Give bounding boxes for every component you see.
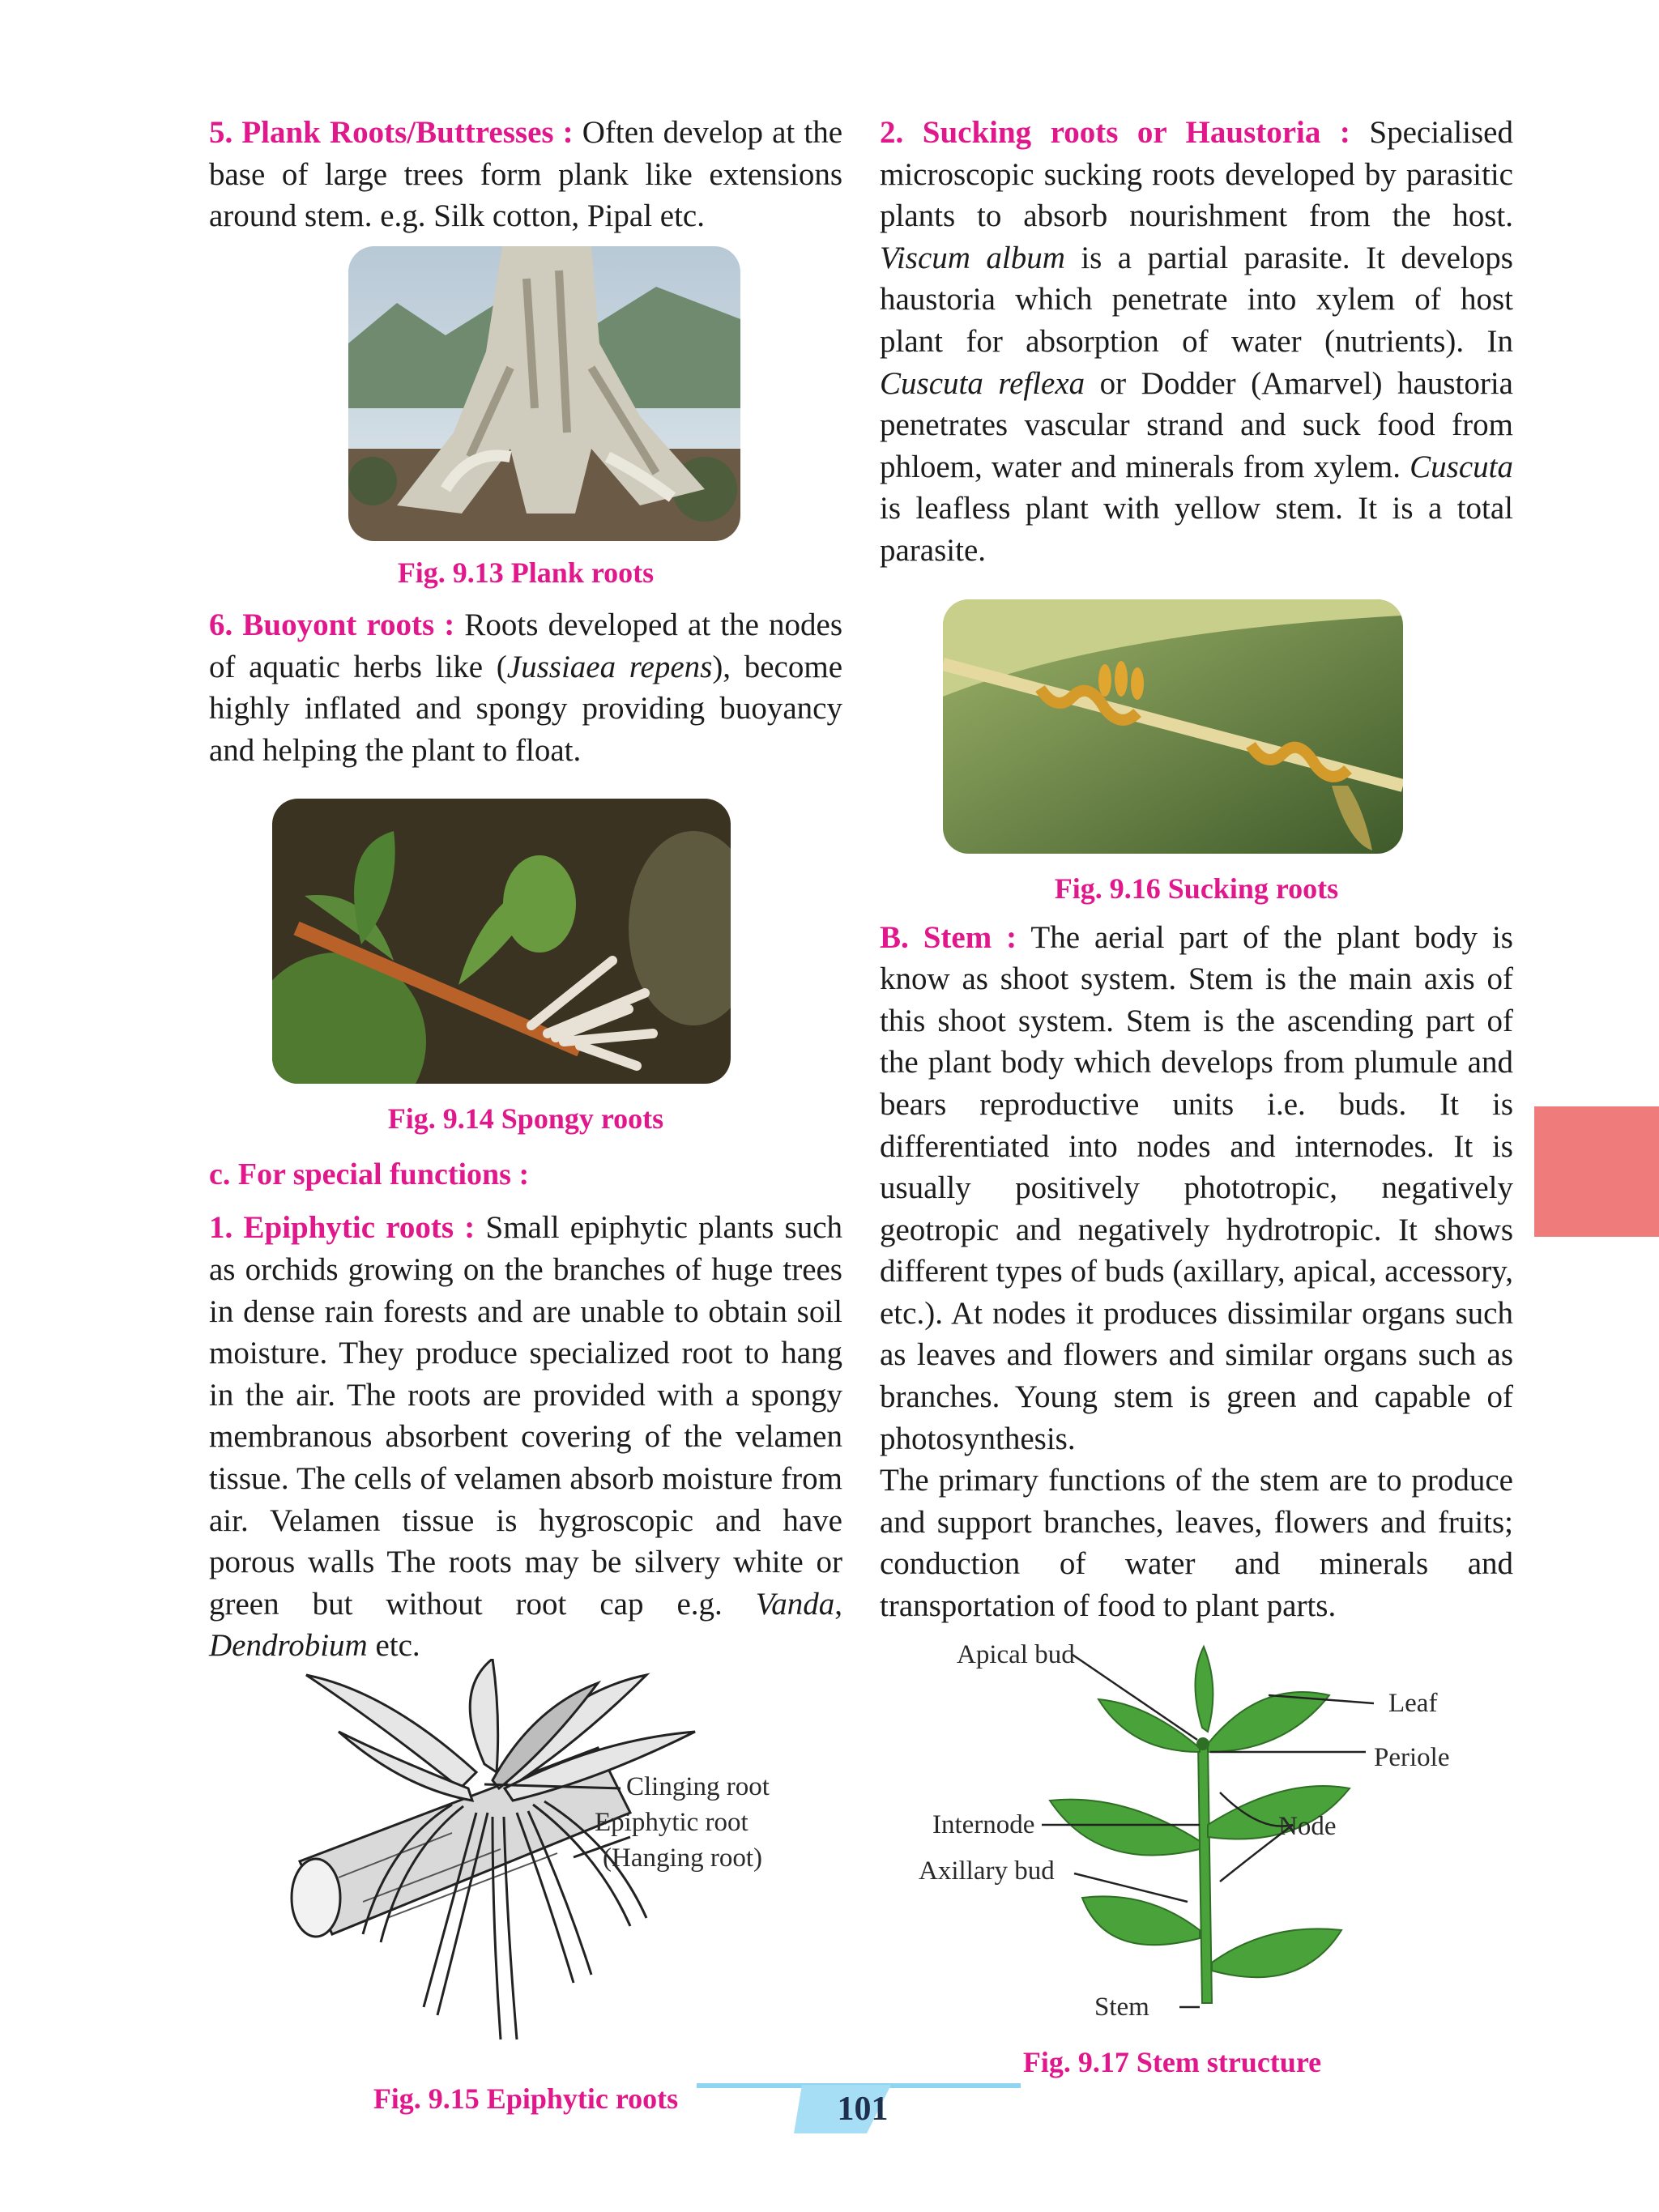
buoyant-roots-heading: 6. Buoyont roots : <box>209 607 455 642</box>
label-apical-bud: Apical bud <box>957 1640 1075 1669</box>
plank-roots-photo <box>348 246 740 541</box>
epiphytic-text-1: Small epiphytic plants such as orchids growing on the branches of huge trees in dense rain forests and are unable to obtain soil moisture. They produce specialized root to hang in the air. The roots are provided with a spongy membranous absorbent covering of the velamen tissue. The cells of velamen absorb moisture from air. Velamen tissue is hygroscopic and have porous walls The roots may be silvery white or green but without root cap e.g. <box>209 1210 843 1622</box>
stem-paragraph <box>880 917 1513 1460</box>
buoyant-text-2: ), become highly inflated and spongy providing buoyancy and helping the plant to float. <box>209 649 843 768</box>
label-stem: Stem <box>1094 1993 1149 2022</box>
plank-roots-heading: 5. Plank Roots/Buttresses : <box>209 115 574 150</box>
epiphytic-roots-heading: 1. Epiphytic roots : <box>209 1210 476 1246</box>
plank-roots-paragraph <box>209 112 842 233</box>
stem-structure-diagram <box>880 1630 1513 2116</box>
page-number: 101 <box>837 2091 889 2128</box>
genus-cuscuta: Cuscuta <box>1410 449 1513 484</box>
sucking-roots-photo <box>943 599 1403 854</box>
stem-heading: B. Stem : <box>880 919 1017 955</box>
buoyant-roots-paragraph <box>209 604 842 771</box>
species-jussiaea: Jussiaea repens <box>506 649 713 684</box>
label-epiphytic-root: Epiphytic root <box>595 1808 748 1837</box>
label-leaf: Leaf <box>1388 1689 1438 1718</box>
sucking-roots-paragraph <box>880 112 1513 572</box>
spongy-roots-photo <box>272 799 731 1084</box>
fig-9-16-caption: Fig. 9.16 Sucking roots <box>1054 872 1339 905</box>
stem-text: The aerial part of the plant body is know as shoot system. Stem is the main axis of this shoot system. Stem is the ascending part of the plant body which develops from plumule and bears reproductive units i.e. buds. It is differentiated into nodes and internodes. It is usually positively phototropic, negatively geotropic and negatively hydrotropic. It shows different types of buds (axillary, apical, accessory, etc.). At nodes it produces dissimilar organs such as leaves and flowers and similar organs such as branches. Young stem is green and capable of photosynthesis. <box>880 919 1513 1456</box>
label-internode: Internode <box>932 1810 1035 1839</box>
label-node: Node <box>1278 1812 1337 1841</box>
sucking-text-2: is a partial parasite. It develops haustoria which penetrate into xylem of host plant for absorption of water (nutrients). In <box>880 240 1513 359</box>
special-functions-heading: c. For special functions : <box>209 1157 530 1192</box>
sucking-roots-heading: 2. Sucking roots or Haustoria : <box>880 115 1350 150</box>
species-viscum: Viscum album <box>880 240 1065 275</box>
genus-dendrobium: Dendrobium <box>209 1628 368 1664</box>
label-petiole: Periole <box>1374 1743 1450 1772</box>
label-clinging-root: Clinging root <box>626 1772 770 1801</box>
label-hanging-root: (Hanging root) <box>603 1843 763 1873</box>
fig-9-13-caption: Fig. 9.13 Plank roots <box>397 556 655 589</box>
sucking-text-3: or Dodder (Amarvel) haustoria penetrates vascular strand and suck food from phloem, water and minerals from xylem. <box>880 365 1513 484</box>
fig-9-14-caption: Fig. 9.14 Spongy roots <box>387 1102 664 1136</box>
sucking-text-4: is leafless plant with yellow stem. It is a total parasite. <box>880 491 1513 568</box>
plank-roots-text: Often develop at the base of large trees form plank like extensions around stem. e.g. Silk cotton, Pipal etc. <box>209 115 842 234</box>
left-column <box>209 112 843 2115</box>
fig-9-17-caption: Fig. 9.17 Stem structure <box>1022 2046 1322 2078</box>
chapter-side-tab <box>1534 1106 1659 1237</box>
buoyant-text-1: Roots developed at the nodes of aquatic herbs like ( <box>209 607 842 684</box>
epiphytic-roots-paragraph <box>209 1207 842 1667</box>
label-axillary-bud: Axillary bud <box>919 1856 1055 1886</box>
sucking-text-1: Specialised microscopic sucking roots developed by parasitic plants to absorb nourishment from the host. <box>880 115 1513 234</box>
genus-separator: , <box>834 1586 842 1622</box>
epiphytic-text-2: etc. <box>367 1628 420 1664</box>
fig-9-15-caption: Fig. 9.15 Epiphytic roots <box>373 2082 679 2115</box>
species-cuscuta-reflexa: Cuscuta reflexa <box>880 365 1085 401</box>
genus-vanda: Vanda <box>755 1586 835 1622</box>
stem-functions-paragraph: The primary functions of the stem are to produce and support branches, leaves, flowers and fruits; conduction of water and minerals and transportation of food to plant parts. <box>880 1463 1513 1624</box>
right-column <box>880 112 1513 2078</box>
epiphytic-roots-diagram <box>290 1659 873 2120</box>
